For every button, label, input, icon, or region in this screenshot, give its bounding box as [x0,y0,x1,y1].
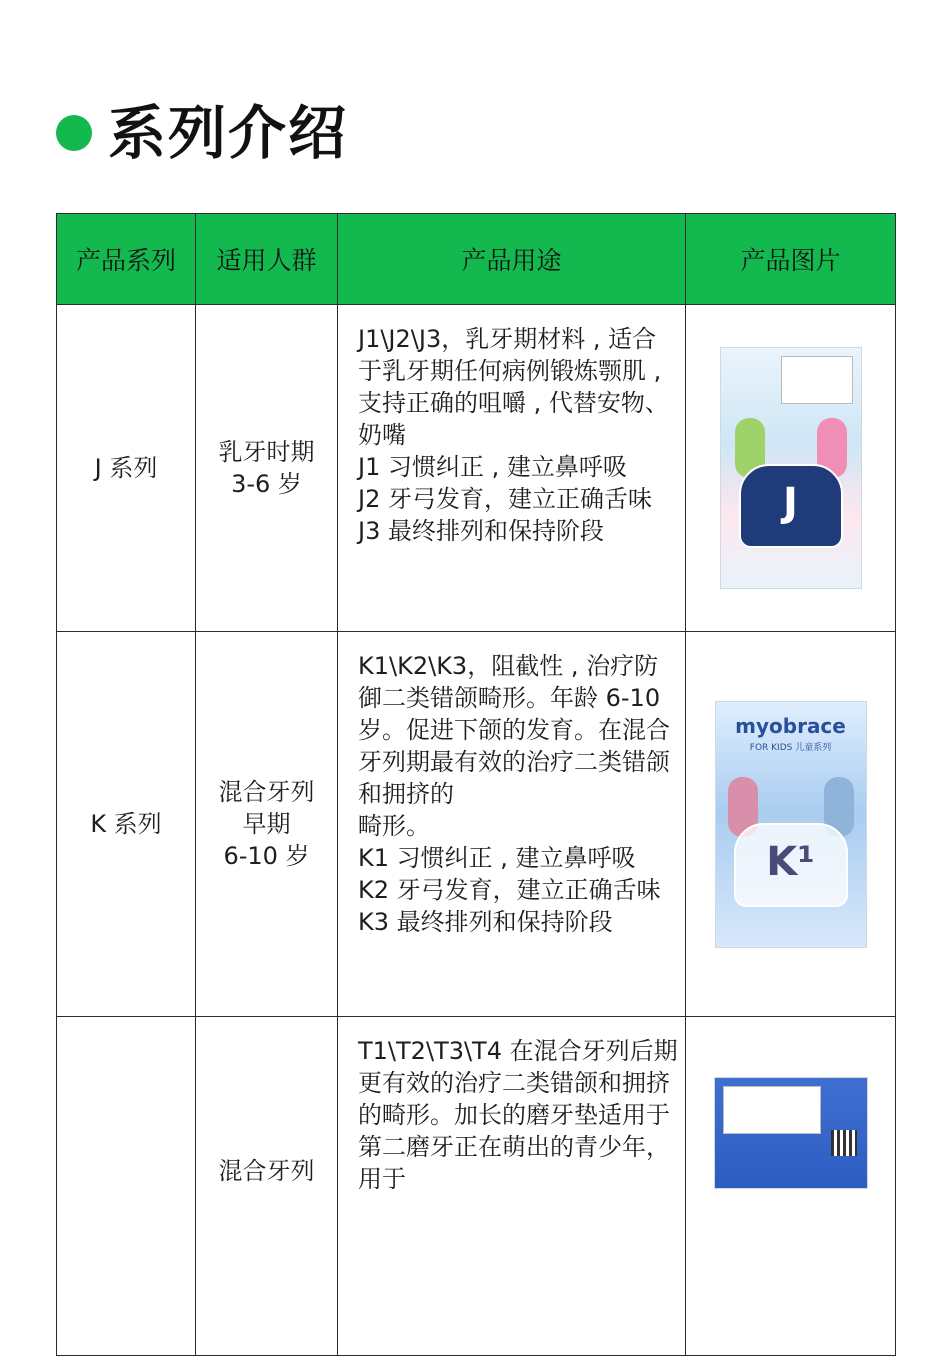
table-row [57,305,896,632]
usage-cell [338,632,686,1017]
package-brand: myobrace [735,713,846,738]
header-audience: 适用人群 [196,214,338,305]
audience-cell [196,1017,338,1356]
k-series-product-package-image [715,701,867,948]
usage-cell [338,305,686,632]
j-series-product-package-image [720,347,862,589]
package-label-icon [723,1086,821,1134]
audience-cell [196,632,338,1017]
usage-line: K3 最终排列和保持阶段 [358,908,613,936]
package-subtitle: FOR KIDS 儿童系列 [749,742,832,753]
section-heading [56,98,348,168]
audience-line: 混合牙列 [218,1157,315,1185]
usage-line: J1 习惯纠正 , 建立鼻呼吸 [358,453,627,481]
image-cell [686,632,896,1017]
audience-line: 早期 [242,810,291,838]
usage-cell [338,1017,686,1356]
usage-line: J1\J2\J3，乳牙期材料 , 适合于乳牙期任何病例锻炼颚肌 , 支持正确的咀嚼 , 代替安物、奶嘴 [358,325,669,449]
audience-line: 乳牙时期 [218,438,315,466]
series-table [56,213,896,1356]
usage-line: T1\T2\T3\T4 在混合牙列后期更有效的治疗二类错颌和拥挤的畸形。加长的磨牙垫适用于第二磨牙正在萌出的青少年，用于 [358,1037,678,1193]
t-series-product-package-image [714,1077,868,1189]
usage-line: J2 牙弓发育，建立正确舌味 [358,485,652,513]
audience-line: 6-10 岁 [223,842,310,870]
usage-line: J3 最终排列和保持阶段 [358,517,604,545]
series-cell: J 系列 [57,305,196,632]
table-row [57,632,896,1017]
series-cell: K 系列 [57,632,196,1017]
image-cell [686,1017,896,1356]
audience-line: 3-6 岁 [231,470,302,498]
table-row [57,1017,896,1356]
audience-cell [196,305,338,632]
usage-line: K1 习惯纠正 , 建立鼻呼吸 [358,844,636,872]
header-series: 产品系列 [57,214,196,305]
qr-code-icon [831,1130,857,1156]
usage-line: K2 牙弓发育，建立正确舌味 [358,876,661,904]
image-cell [686,305,896,632]
header-image: 产品图片 [686,214,896,305]
usage-line: 畸形。 [358,812,430,840]
package-letter: J [783,480,798,526]
series-cell [57,1017,196,1356]
package-label-icon [781,356,853,404]
usage-line: K1\K2\K3，阻截性 , 治疗防御二类错颌畸形。年龄 6-10 岁。促进下颌的发育。在混合牙列期最有效的治疗二类错颌和拥挤的 [358,652,670,808]
green-bullet-icon [56,115,92,151]
audience-line: 混合牙列 [218,778,315,806]
table-header-row [57,214,896,305]
page-title: 系列介绍 [108,99,349,167]
header-usage: 产品用途 [338,214,686,305]
package-letter: K¹ [766,838,815,885]
